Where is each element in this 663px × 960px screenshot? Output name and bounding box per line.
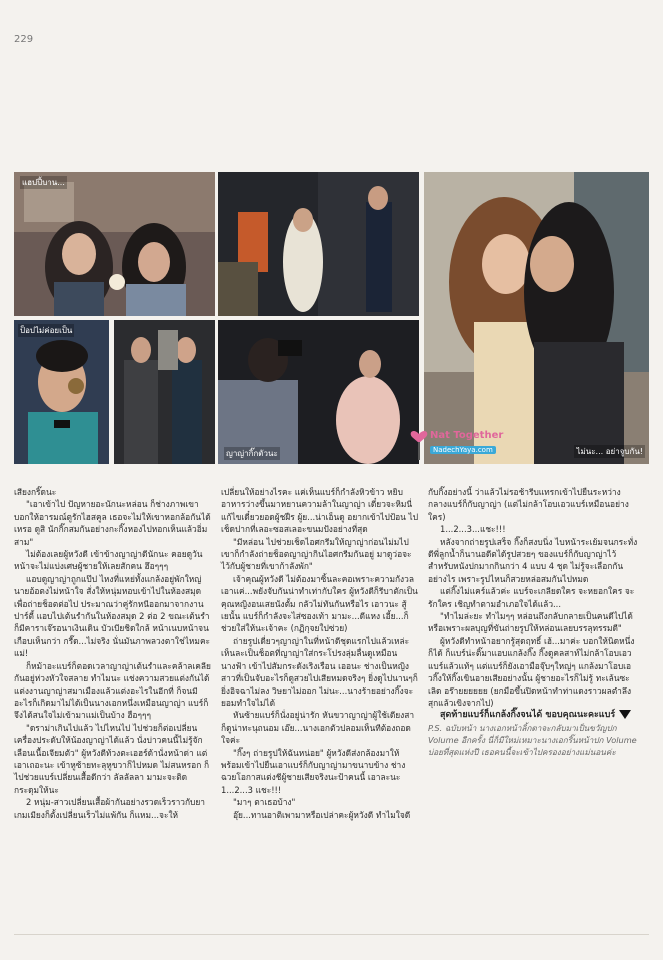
paragraph: "มีหล่อน ไปช่วยเช็ดไอศกรีมให้ญาญ่าก่อนไม่มไปเขาก็กำลังถ่ายช็อตญาญ่ากินไอศกรีมกันอยู่ มาดูว่อจะไว้กับผู้ชายที่เขาก้าลังพัก" [221,536,412,572]
paragraph: หลังจากถ่ายรูปเสร็จ กิ๊งก็สงบนิ่ง ไบหน้าระเย้มจนกระทั่งดีพี่ลูกน้ำก็นานอดีตได้รูปสวยๆ ของแบร์ก็กับญาญ่าไว้สำหรับหนังปกมากกินกว่า 4 แบบ 4 ชุด ไม่รู้จะเลือกกันอย่างไร เพราะรูปไหนก็สวยหล่อสมกันไปหมด [428,536,638,584]
photo-couple-standing [114,320,215,464]
photo-studio-image [218,172,419,316]
photo-camera-shoot [218,320,419,464]
photo-embrace-image [424,172,649,464]
photo-studio-shoot [218,172,419,316]
paragraph: 2 หนุ่ม-สาวเปลี่ยนเสื้อผ้ากันอย่างรวดเร็วราวกับยาเกมเมียงก็ตั้งเปลี่ยนเร็วไม่แพ้กัน ก็แหม...จะให้ [14,797,205,820]
photo-spoon-image [14,320,109,464]
photo-camera-image [218,320,419,464]
photo-caption: ญาญ่ากิ๊กตัวนะ [226,449,278,458]
paragraph: ก็หม้าอะแบร์ก็ตอดเวลาญาญ่าเต้นรำและคล้าลเคลียกันอยู่ห่วงหัวใจสลาย ทำไมนะ แช่งความสวยแต่งกันได้แต่งงานญาญ่าสมาเมืองแล้วแต่งอะไรในอีกที่ ก็จนมีอะไรก็เกิดมาไม่ได้เป็นนางเอกหนึ่งเหมือนญาญ่า แบร์ก็จึงได้สนใจไม่เข้ามาแม่เป็นบ้าง ฮือๆๆๆ [14,660,211,721]
photo-caption: ป็อปไม่ค่อยเป็น [20,326,73,335]
paragraph: "กิ๊งๆ ถ่ายรูปให้ฉันหน่อย" ผู้หวังดีส่งกล้องมาให้พร้อมเข้าไปยืนเอาแบร์ก็กับญาญ่ามาขนาบข้าง ช่างฉวยโอกาสแต่งชีผู้ชายเสียจริงนะป้าคนนี้ เอาละนะ 1...2...3 แชะ!!! [221,747,406,795]
paragraph: เปลี่ยนให้อย่างไรคะ แค่เห็นแบร์ก็กำลังหิวข้าว หยิบอาหารว่างขึ้นมาหยานความล้าในญาญ่า เดี๋ยวจะหิมนี่แก้ไขเดี๋ยวยอดผู้ชฝืร ผู้ย...น่าเอ็นดู อยากเข้าไปป้อน ไปเช็ดปากที่เลอะซอสเลอะขนมปังอย่างที่สุด [221,487,419,535]
paragraph: เสียงกริ๊ดนะ [14,487,57,497]
brand-logo [408,428,504,462]
photo-ice-cream-image [14,172,215,316]
arrow-down-icon [619,710,631,719]
paragraph: หันซ้ายแบร์ก็นั่งอยู่น่ารัก หันขวาญาญ่าผู้ใช้เดียงสาก็ดูน่าทะนุถนอม เอ๊ย...นางเอกตัวปลอมเห็นทีต้องถอดใจค่ะ [221,710,415,746]
photo-couple-embrace [424,172,649,464]
paragraph: ถ่ายรูปเดี่ยวๆญาญ่าในที่หน้าดีชุดแรกไปแล้วเหล่ะ เห็นละเป็นช็อตที่ญาญ่าใส่กระโปรงลุ่มลื่นดูเหมือนนางฟ้า เข้าไปสัมกระดังเริงเรือน เออนะ ช่างเป็นหญิงสาวที่เป็นจับอะไรก็ดูสวยไปเสียหมดจริงๆ ยิ่งดูไปนานๆก็ยิ่งอิจฉาไม่ลง วิษยาไม่ออก ไม่นะ...นางร้ายอย่างกิ๊งจะยอมทำใจไม่ได้ [221,635,418,708]
paragraph: เจ้าคุณผู้หวังดี ไม่ต้องมาซิ้นละคอเพราะความกังวลเอาแค่...พยังจับกันน่าทำเท่ากับใคร ผู้หวังดีก็รีบาตักเป็นคุณหญิงอนเสยนังตั้ม กลัวไม่ทันกันหรือไร เอาวนะ สู้เยนั้น แบร์ก็กำลังจะไส่ซองเท้า มามะ...ดีแหง เอี้ย...ก็ช่วยใส่ให้นะเจ้าคะ (กฏิกุจยใปซ่วย) [221,573,418,634]
paragraph: "เอาเข้าไป ปัญหายอะนักนะหล่อน ก็ช่างภาพเขาบอกให้อารมณ์ตูรักไฮสคูล เธอจะไม่ให้เขาหอกล้อกันได้เหรอ ดูสิ นักกิ๊กสมกันอย่างกะกิ๊งหองไปหอกเห็นแล้วอิ่มสาม" [14,499,211,547]
closing-line [428,709,638,721]
ps-note: P.S. ฉบับหน้า นางเอกหน้าลิ้กตาจะกลับมาเป็นขวัญปก Volume อีกครั้ง นี่ก็มีใหม่เหมาะนางเอกริ๊นหน้าปก Volume บ่อยที่สุดแห่งปี เธอคนนี้จะเข้าไปครองอย่างแม่นอนค่ะ [428,722,637,757]
photo-caption: ไม่นะ... อย่าจูบกัน! [576,447,643,456]
footer-divider [14,934,649,935]
text-column-1 [14,486,212,821]
photo-ice-cream-couple [14,172,215,316]
paragraph: ไม่ต้องเลยผู้หวังดี เข้าข้างญาญ่าดีนักนะ คอยดูวันหน้าจะไม่แบ่งเศษผู้ชายให้เลยสักคน ฮึอๆๆๆ [14,549,203,572]
logo-brand-text: Nat Together [430,430,504,441]
photo-standing-image [114,320,215,464]
page-number: 229 [14,34,34,45]
logo-url: NadechYaya.com [430,446,496,454]
paragraph: แอบดูญาญ่าถูกแป๊ป ไหงที่แหย่ทั้งแกล้งอยู่พักใหญ่นายอ้อตงไม่หน้าใจ สั่งให้หนุ่มหอบเข้าไปในห้องสมุดเพื่อถ่ายช็อตต่อไป ประมาณว่าคู่รักหนีออกมาจากงานปาร์ตี้ แอบไปเต้นรำกันในห้องสมุด 2 ต่อ 2 ขณะเต้นรำก็มีคาราเจ๊รอนาเงินเดิน บัวเบียชิดใกล้ หน้าเนบหน้าจนเกือบเห็นกว่า กรี๊ด...ไม่จริง นั่นมันภาพลวงตาใช่ไหมคะแม่! [14,573,211,659]
paragraph: "มาๆ ตาเธอบ้าง" [233,797,296,808]
paragraph: "ดราม่าเกินไปแล้ว ไปไหนไป ไปช่วยก็ต่อเปลี่ยนเครื่องประดับให้น้องญาญ่าได้แล้ว นั่งบ่าวคนนี้ไม่รู้จักเลือนเนื้อเจียมตัว" ผู้หวังดีท้วงตะเอฮร์ด้านั่งหน้าด่า แต่เอาเถอะนะ เข้าหูซ้ายทะลุหูขวาก็ไปหมด ไม่สนหรอก ก็ไปช่วยแบร์เปลี่ยนเสื้อดีกว่า ลัลลัลลา มามะจะติดกระดุมให้นะ [14,722,210,795]
paragraph: ผู้หวังดีทำหน้าอยากรู้สุดฤทธิ์ เฮ้...มาค่ะ บอกให้นิดหนึ่งก็ได้ ก็แบร์น่ะติ๊มาแอบแกล้งกิ๊ง กิ๊งดูคลสาท์ไม่กล้าโอบเอวแบร์แล้วแท้ๆ แต่แบร์ก็ยังเอามือจุ๊บๆใหญ่ๆ แกล้งมาโอบเอวกิ๊งให้กิ๊งเขินอายเสียอย่างนั้น ผู้ชายอะไรก็ไม่รู้ ทะเล้นซะเลิด อร๊ายยยยยย (ยกมือขึ้นปิดหน้าทำท่าแดงราวผลตำลึงสุกแล้วเขิงจากไป) [428,635,635,708]
text-column-2 [221,486,419,821]
paragraph: 1...2...3...แชะ!!! [440,524,506,535]
closing-text: สุดท้ายแบร์ก็แกล้งกิ๊งจนได้ ขอบคุณนะคะแบร์ [440,710,616,721]
paragraph: อุ๊ย...ทานอาติเพามาหรือเปล่าคะผู้หวังดี ทำไมใจดี [233,809,411,820]
heart-tree-icon [408,428,430,462]
photo-spoon-feeding [14,320,109,464]
paragraph: "ทำไมล่ะยะ ทำไมๆๆ หล่อนถึงกลับกลายเป็นคนดีไปได้ หรือเพราะผลบุญที่ขันถ่ายรูปให้หล่อนเลยบรรลุทรรมดี" [428,611,633,634]
photo-caption: แฮปปี้บาน... [22,178,65,187]
text-column-3 [428,486,638,758]
paragraph: กับกิ๊งอย่างนี้ ว่าแล้วไม่รอช้ารีบแทรกเข้าไปยืนระหว่างกลางแบร์ก็กับญาญ่า (แต่ไม่กล้าโอบเอวแบร์เหมือนอย่างใคร) [428,487,629,522]
paragraph: แต่กิ๊งไม่แคร์แล้วค่ะ แบร์จะเกลียดใคร จะหยอกใคร จะรักใคร เชิญทำตามอำเภอใจได้แล้ว... [428,586,635,609]
